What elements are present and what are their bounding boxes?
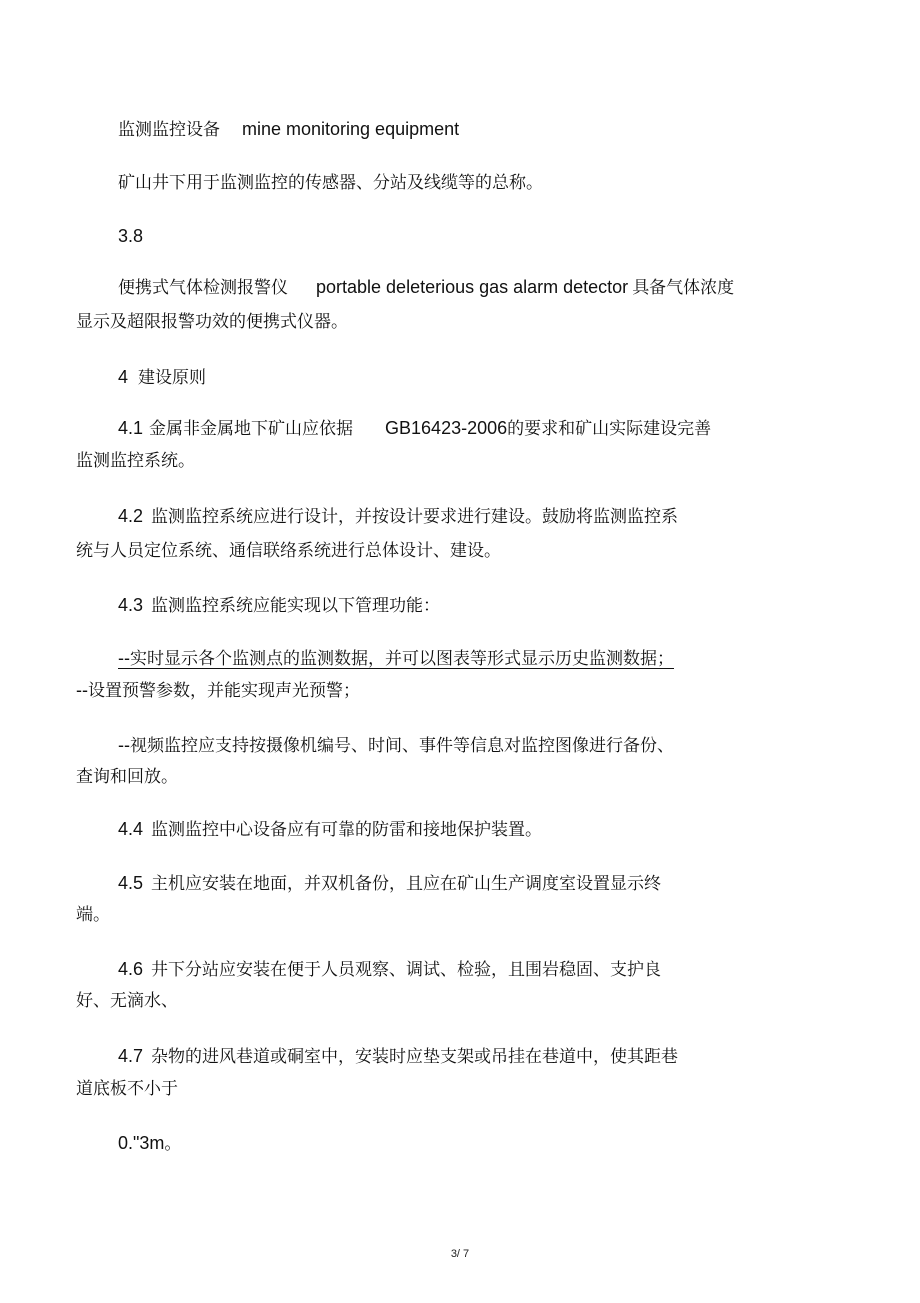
list-dash: --: [118, 648, 130, 668]
list-text: 实时显示各个监测点的监测数据，并可以图表等形式显示历史监测数据；: [130, 649, 674, 669]
list-dash: --: [118, 735, 130, 755]
term-en: portable deleterious gas alarm detector: [316, 277, 629, 297]
clause-text: 监测监控系统。: [76, 451, 195, 471]
section-number: 4: [118, 367, 129, 387]
clause-text: 统与人员定位系统、通信联络系统进行总体设计、建设。: [76, 541, 501, 561]
term-tail: 具备气体浓度: [632, 278, 735, 298]
clause-text: 端。: [76, 905, 110, 925]
clause-text: 杂物的进风巷道或硐室中，安装时应垫支架或吊挂在巷道中，使其距巷: [151, 1047, 679, 1067]
clause-text: 监测监控中心设备应有可靠的防雷和接地保护装置。: [151, 820, 543, 840]
clause-number: 4.4: [118, 819, 144, 839]
section-title: 建设原则: [138, 368, 207, 388]
list-item: [118, 734, 674, 757]
term-zh: 便携式气体检测报警仪: [118, 278, 288, 298]
clause-4-4: [118, 818, 542, 841]
page-number: 3/ 7: [450, 1248, 470, 1260]
clause-text: 监测监控系统应能实现以下管理功能：: [151, 596, 441, 616]
definition-text: 矿山井下用于监测监控的传感器、分站及线缆等的总称。: [118, 173, 543, 193]
clause-4-5: [118, 872, 661, 895]
clause-4-3: [118, 594, 440, 617]
value-text: 0."3m: [118, 1133, 165, 1153]
standard-code: GB16423-2006: [385, 418, 508, 438]
section-number: 3.8: [118, 226, 144, 246]
clause-text: 的要求和矿山实际建设完善: [507, 419, 712, 439]
clause-number: 4.1: [118, 418, 144, 438]
term-zh: 监测监控设备: [118, 120, 220, 140]
list-text: 视频监控应支持按摄像机编号、时间、事件等信息对监控图像进行备份、: [130, 736, 674, 756]
clause-number: 4.5: [118, 873, 144, 893]
clause-text: 井下分站应安装在便于人员观察、调试、检验，且围岩稳固、支护良: [151, 960, 662, 980]
clause-4-1: [118, 417, 711, 440]
value-punct: 。: [164, 1134, 182, 1154]
list-item: [76, 679, 360, 702]
list-text: 查询和回放。: [76, 767, 178, 787]
clause-4-6: [118, 958, 661, 981]
clause-text: 主机应安装在地面，并双机备份，且应在矿山生产调度室设置显示终: [151, 874, 662, 894]
clause-text: 金属非金属地下矿山应依据: [149, 419, 354, 439]
term-gas-detector: [118, 276, 734, 299]
section-heading: [118, 366, 206, 389]
list-text: 设置预警参数，并能实现声光预警；: [88, 681, 360, 701]
clause-number: 4.6: [118, 959, 144, 979]
clause-number: 4.3: [118, 595, 144, 615]
term-en: mine monitoring equipment: [242, 119, 460, 139]
list-dash: --: [76, 680, 88, 700]
clause-text: 好、无滴水、: [76, 991, 178, 1011]
clause-4-2: [118, 505, 678, 528]
clause-4-7: [118, 1045, 678, 1068]
clause-number: 4.7: [118, 1046, 144, 1066]
clause-text: 监测监控系统应进行设计，并按设计要求进行建设。鼓励将监测监控系: [151, 507, 679, 527]
list-item: [118, 647, 674, 670]
clause-text: 道底板不小于: [76, 1079, 178, 1099]
term-monitoring-equipment: [118, 118, 459, 141]
definition-text: 显示及超限报警功效的便携式仪器。: [76, 312, 348, 332]
clause-number: 4.2: [118, 506, 144, 526]
clause-value: [118, 1132, 181, 1155]
